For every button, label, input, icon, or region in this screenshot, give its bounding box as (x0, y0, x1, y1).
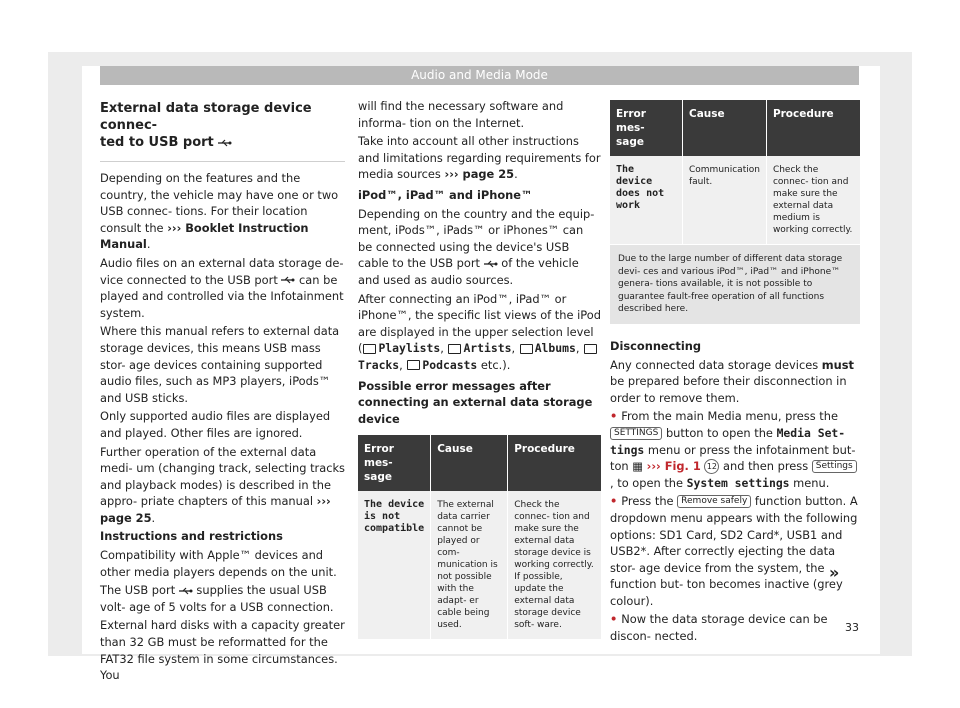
table-cell: The external data carrier cannot be played or com- munication is not possible with the adapt- er cable being used. (431, 491, 508, 639)
error-table-continued (610, 100, 860, 244)
page-number: 33 (845, 621, 859, 634)
column-1 (100, 100, 345, 686)
paragraph: Only supported audio files are displayed and played. Other files are ignored. (100, 409, 331, 440)
table-header: Procedure (766, 100, 860, 156)
paragraph: Take into account all other instructions and limitations regarding requirements for media sources ››› page 25. (358, 134, 601, 182)
paragraph: After connecting an iPod™, iPad™ or iPhone™, the specific list views of the iPod are displayed in the upper selection level ( Playlists, Artists, Albums, Tracks, Podcasts etc.). (358, 291, 601, 372)
table-header: Error mes- sage (610, 100, 683, 156)
table-row (610, 156, 860, 244)
folder-icon (520, 344, 533, 354)
remove-safely-button[interactable]: Remove safely (677, 495, 751, 508)
bullet-item: • From the main Media menu, press the SETTINGS button to open the Media Set- tings menu or press the infotainment but- ton ▦ ››› Fig. 1 12 and then press Settings, to open the System settings menu. (610, 408, 860, 491)
usb-icon (179, 587, 193, 595)
settings-button-2[interactable]: Settings (812, 460, 857, 473)
section-title: External data storage device connec- ted to USB port (100, 100, 345, 162)
paragraph: will find the necessary software and informa- tion on the Internet. (358, 99, 564, 130)
error-table (358, 435, 601, 639)
column-3 (610, 100, 860, 647)
settings-button[interactable]: SETTINGS (610, 427, 662, 440)
usb-icon (484, 260, 498, 268)
table-header: Error mes- sage (358, 435, 431, 491)
usb-icon (218, 139, 232, 147)
page-link[interactable]: ››› page 25 (100, 494, 331, 525)
paragraph: Depending on the country and the equip- ment, iPods™, iPads™ or iPhones™ can be connected using the device's USB cable to the USB port of the vehicle and used as audio sources. (358, 206, 595, 287)
folder-icon (584, 344, 597, 354)
table-cell: The device is not compatible (358, 491, 431, 639)
table-header: Cause (683, 100, 767, 156)
bullet-item: • Press the Remove safely function button. A dropdown menu appears with the following options: SD1 Card, SD2 Card*, USB1 and USB2*. After correctly ejecting the data stor- age device from the system, the function but- ton becomes inactive (grey colour). (610, 493, 860, 609)
table-header: Procedure (508, 435, 601, 491)
paragraph: Compatibility with Apple™ devices and other media players depends on the unit. (100, 548, 337, 579)
paragraph: Depending on the features and the country, the vehicle may have one or two USB connec- tions. For their location consult the ››› Booklet Instruction Manual. (100, 171, 339, 252)
subheading: Possible error messages after connecting an external data storage device (358, 378, 593, 426)
table-cell: Check the connec- tion and make sure the external data medium is working correctly. (766, 156, 860, 244)
table-note: Due to the large number of different data storage devi- ces and various iPod™, iPad™ and iPhone™ genera- tions available, it is not possible to guarantee fault-free operation of all functions described here. (610, 244, 860, 324)
table-cell: Check the connec- tion and make sure the external data storage device is working correctly. If possible, update the external data storage device soft- ware. (508, 491, 601, 639)
chapter-header: Audio and Media Mode (100, 66, 859, 85)
paragraph: External hard disks with a capacity greater than 32 GB must be reformatted for the FAT32 file system in some circumstances. You (100, 618, 345, 683)
table-row (358, 491, 601, 639)
paragraph: The USB port supplies the usual USB volt- age of 5 volts for a USB connection. (100, 583, 334, 614)
paragraph: Where this manual refers to external data storage devices, this means USB mass stor- age devices containing supported audio files, such as MP3 players, iPods™ and USB sticks. (100, 324, 340, 405)
bullet-item: • Now the data storage device can be discon- nected. (610, 611, 860, 644)
folder-icon (363, 344, 376, 354)
subheading: Disconnecting (610, 338, 702, 353)
booklet-link[interactable]: ››› Booklet Instruction Manual (100, 220, 309, 252)
continue-chevron: » (829, 563, 840, 582)
subheading: iPod™, iPad™ and iPhone™ (358, 187, 533, 202)
paragraph: Audio files on an external data storage de- vice connected to the USB port can be played and controlled via the Infotainment system. (100, 255, 344, 320)
paragraph: Any connected data storage devices must be prepared before their disconnection in order to remove them. (610, 357, 854, 405)
usb-icon (281, 276, 295, 284)
page-link[interactable]: ››› page 25 (444, 167, 515, 182)
folder-icon (407, 360, 420, 370)
figure-link[interactable]: ››› Fig. 1 (646, 459, 701, 474)
menu-icon: ▦ (632, 459, 644, 474)
column-2 (358, 98, 601, 639)
table-cell: The device does not work (610, 156, 683, 244)
paragraph: Further operation of the external data medi- um (changing track, selecting tracks and playback modes) is described in the appro- priate chapters of this manual ››› page 25. (100, 444, 345, 525)
callout-number: 12 (704, 459, 719, 474)
subheading: Instructions and restrictions (100, 529, 283, 544)
folder-icon (448, 344, 461, 354)
table-cell: Communication fault. (683, 156, 767, 244)
table-header: Cause (431, 435, 508, 491)
